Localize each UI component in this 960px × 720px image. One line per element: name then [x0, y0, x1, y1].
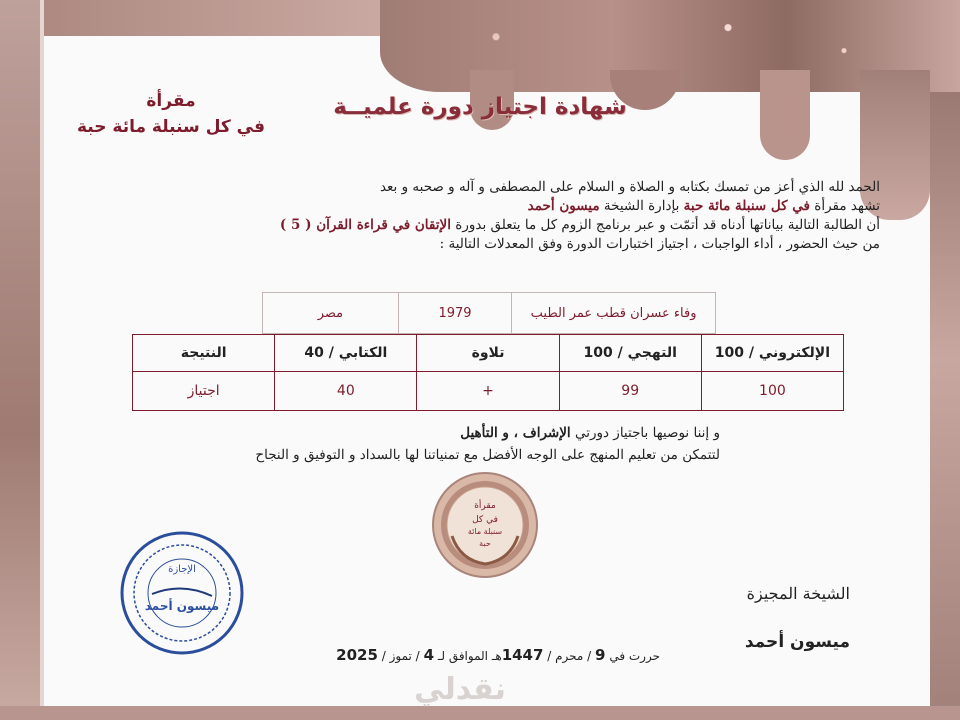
left-border: [0, 0, 40, 720]
official-stamp-icon: [112, 528, 252, 658]
signer-title: الشيخة المجيزة: [746, 584, 850, 603]
issue-date: [292, 646, 660, 664]
grade-value: +: [417, 372, 559, 411]
brand-line-1: مقرأة: [146, 91, 196, 111]
student-name: وفاء عسران قطب عمر الطيب: [512, 293, 716, 334]
date-text: هـ الموافق لـ: [437, 649, 502, 663]
grade-header: التهجي / 100: [559, 335, 701, 372]
body-line-4: من حيث الحضور ، أداء الواجبات ، اجتياز اختبارات الدورة وفق المعدلات التالية :: [439, 236, 880, 252]
certificate-body: [60, 178, 880, 254]
body-text: أن الطالبة التالية بياناتها أدناه قد أتمّت و عبر برنامج الزوم كل ما يتعلق بدورة: [450, 217, 880, 233]
stamp-text: ميسون أحمد: [144, 599, 220, 613]
stamp-text: الإجازة: [168, 564, 196, 575]
seal-text: سنبلة مائة: [467, 527, 503, 536]
body-line-1: الحمد لله الذي أعز من تمسك بكتابه و الصلاة و السلام على المصطفى و آله و صحبه و بعد: [379, 179, 880, 195]
certificate-title: شهادة اجتياز دورة علميــة: [333, 94, 627, 120]
body-text: تشهد مقرأة: [809, 198, 880, 214]
recommended-courses: الإشراف ، و التأهيل: [460, 425, 571, 441]
watermark-logo: نقدلي: [414, 672, 506, 707]
recommend-line-2: لتتمكن من تعليم المنهج على الوجه الأفضل مع تمنياتنا لها بالسداد و التوفيق و النجاح: [255, 447, 720, 463]
date-year-gregorian: 2025: [336, 646, 378, 664]
sheikha-name: ميسون أحمد: [527, 198, 600, 214]
grade-value: اجتياز: [133, 372, 275, 411]
seal-text: في كل: [472, 515, 498, 525]
seal-text: حبة: [479, 539, 491, 548]
date-text: / محرم /: [547, 649, 592, 663]
grade-header: الإلكتروني / 100: [701, 335, 843, 372]
body-line-2: [60, 197, 880, 216]
body-text: بإدارة الشيخة: [599, 198, 684, 214]
date-text: حررت في: [609, 649, 660, 663]
grade-value: 99: [559, 372, 701, 411]
seal-badge-icon: [430, 470, 540, 580]
organization-name: في كل سنبلة مائة حبة: [683, 198, 810, 214]
right-border: [930, 0, 960, 720]
grades-table: [132, 334, 844, 411]
course-name: الإتقان في قراءة القرآن ( 5 ): [279, 217, 451, 233]
body-line-3: [60, 216, 880, 235]
glitter-drip: [760, 70, 810, 160]
recommendation-text: [130, 422, 720, 466]
date-text: / تموز /: [381, 649, 420, 663]
signer-name: ميسون أحمد: [744, 632, 850, 652]
grade-header: الكتابي / 40: [275, 335, 417, 372]
seal-text: مقرأة: [474, 501, 496, 511]
recommend-text: و إننا نوصيها باجتياز دورتي: [570, 425, 720, 441]
brand-block: [56, 88, 286, 140]
date-day: 9: [595, 646, 606, 664]
grade-value: 40: [275, 372, 417, 411]
brand-line-2: في كل سنبلة مائة حبة: [76, 117, 265, 137]
left-border-line: [40, 0, 44, 720]
student-birth-year: 1979: [398, 293, 511, 334]
student-country: مصر: [263, 293, 399, 334]
recommend-line-1: [130, 422, 720, 444]
date-year-hijri: 1447: [501, 646, 544, 664]
grade-header: تلاوة: [417, 335, 559, 372]
student-info-table: [262, 292, 716, 334]
date-day-gregorian: 4: [423, 646, 434, 664]
grade-value: 100: [701, 372, 843, 411]
grade-header: النتيجة: [133, 335, 275, 372]
